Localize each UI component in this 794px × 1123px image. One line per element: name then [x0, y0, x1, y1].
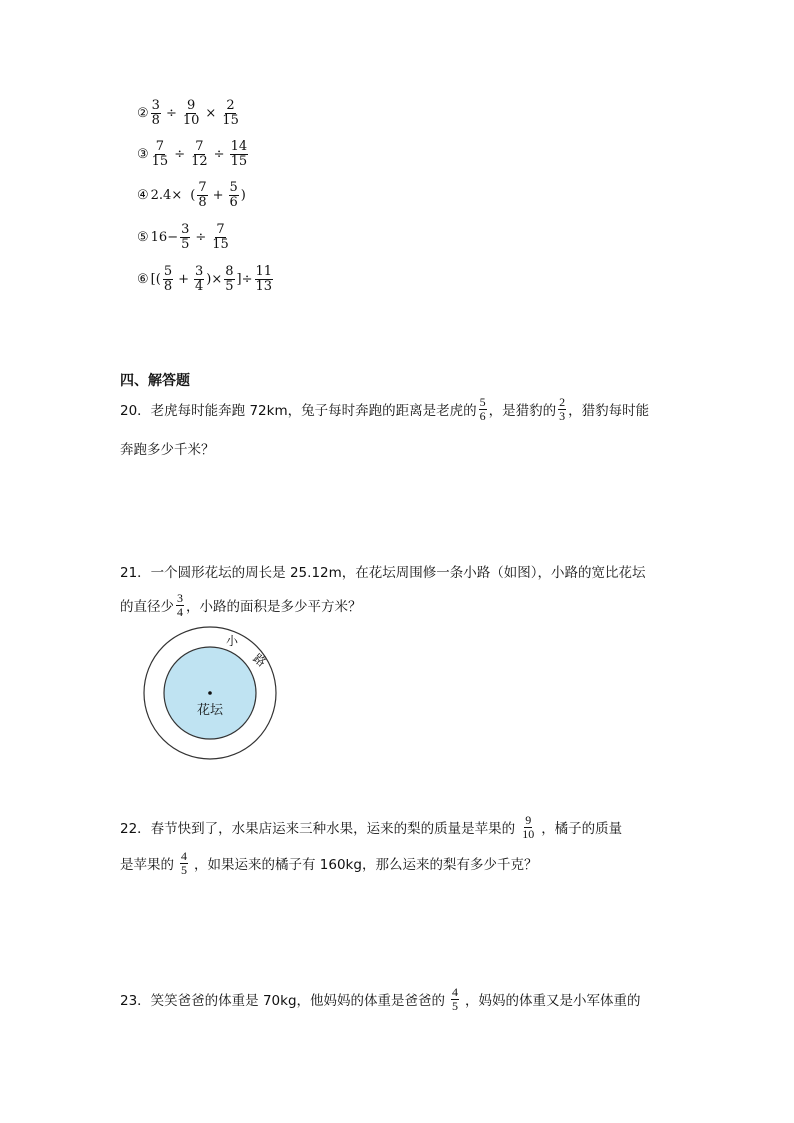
fraction: $\frac{7}{8}$: [198, 180, 207, 210]
fraction: $\frac{3}{5}$: [181, 222, 190, 252]
fraction: $\frac{3}{4}$: [195, 264, 204, 294]
question-22-line-2: 是苹果的 $\frac{4}{5}$ ，如果运来的橘子有 160kg，那么运来的梨有多少千克？: [120, 849, 538, 877]
expression-2: ② $\frac{3}{8}$ ÷ $\frac{9}{10}$ × $\frac{2}{15}$: [137, 98, 239, 128]
fraction: $\frac{8}{5}$: [225, 264, 234, 294]
expression-4: ④ 2.4× ( $\frac{7}{8}$ + $\frac{5}{6}$ ): [137, 180, 246, 210]
circled-number: ④: [137, 187, 149, 203]
fraction: $\frac{4}{5}$: [181, 849, 187, 877]
question-23-line-1: 23．笑笑爸爸的体重是 70kg，他妈妈的体重是爸爸的 $\frac{4}{5}$ ，妈妈的体重又是小军体重的: [120, 985, 641, 1013]
path-label-2: 路: [250, 651, 269, 670]
fraction: $\frac{11}{13}$: [255, 264, 273, 294]
question-20-line-1: 20．老虎每时能奔跑 72km，兔子每时奔跑的距离是老虎的 $\frac{5}{6}$ ，是猎豹的 $\frac{2}{3}$ ，猎豹每时能: [120, 395, 650, 423]
expression-3: ③ $\frac{7}{15}$ ÷ $\frac{7}{12}$ ÷ $\frac{14}{15}$: [137, 139, 248, 169]
question-21-line-2: 的直径少 $\frac{3}{4}$ ，小路的面积是多少平方米？: [120, 591, 362, 619]
fraction: $\frac{7}{15}$: [212, 222, 229, 252]
center-dot: [208, 691, 212, 695]
fraction: $\frac{7}{12}$: [191, 139, 208, 169]
circled-number: ②: [137, 105, 149, 121]
fraction: $\frac{3}{8}$: [151, 98, 160, 128]
fraction: $\frac{2}{3}$: [559, 395, 566, 423]
fraction: $\frac{4}{5}$: [452, 985, 459, 1013]
expression-5: ⑤ 16− $\frac{3}{5}$ ÷ $\frac{7}{15}$: [137, 222, 229, 252]
expression-6: ⑥ [( $\frac{5}{8}$ + $\frac{3}{4}$ )× $\frac{8}{5}$ ]÷ $\frac{11}{13}$: [137, 264, 273, 294]
question-21-line-1: 21．一个圆形花坛的周长是 25.12m，在花坛周围修一条小路（如图），小路的宽比花坛: [120, 565, 646, 581]
fraction: $\frac{2}{15}$: [222, 98, 239, 128]
fraction: $\frac{5}{6}$: [229, 180, 238, 210]
fraction: $\frac{9}{10}$: [182, 98, 200, 128]
section-heading: 四、解答题: [120, 373, 190, 389]
question-20-line-2: 奔跑多少千米？: [120, 442, 215, 458]
path-label-1: 小: [226, 634, 239, 648]
circled-number: ⑥: [137, 271, 149, 287]
fraction: $\frac{5}{8}$: [163, 264, 173, 294]
circled-number: ③: [137, 146, 149, 162]
fraction: $\frac{7}{15}$: [151, 139, 169, 169]
question-22-line-1: 22．春节快到了，水果店运来三种水果，运来的梨的质量是苹果的 $\frac{9}{10}$ ，橘子的质量: [120, 813, 623, 841]
fraction: $\frac{9}{10}$: [522, 813, 535, 841]
fraction: $\frac{5}{6}$: [479, 395, 486, 423]
fraction: $\frac{14}{15}$: [230, 139, 248, 169]
fraction: $\frac{3}{4}$: [177, 591, 183, 619]
flowerbed-label: 花坛: [196, 703, 224, 718]
flowerbed-figure: [140, 626, 280, 760]
circled-number: ⑤: [137, 229, 149, 245]
